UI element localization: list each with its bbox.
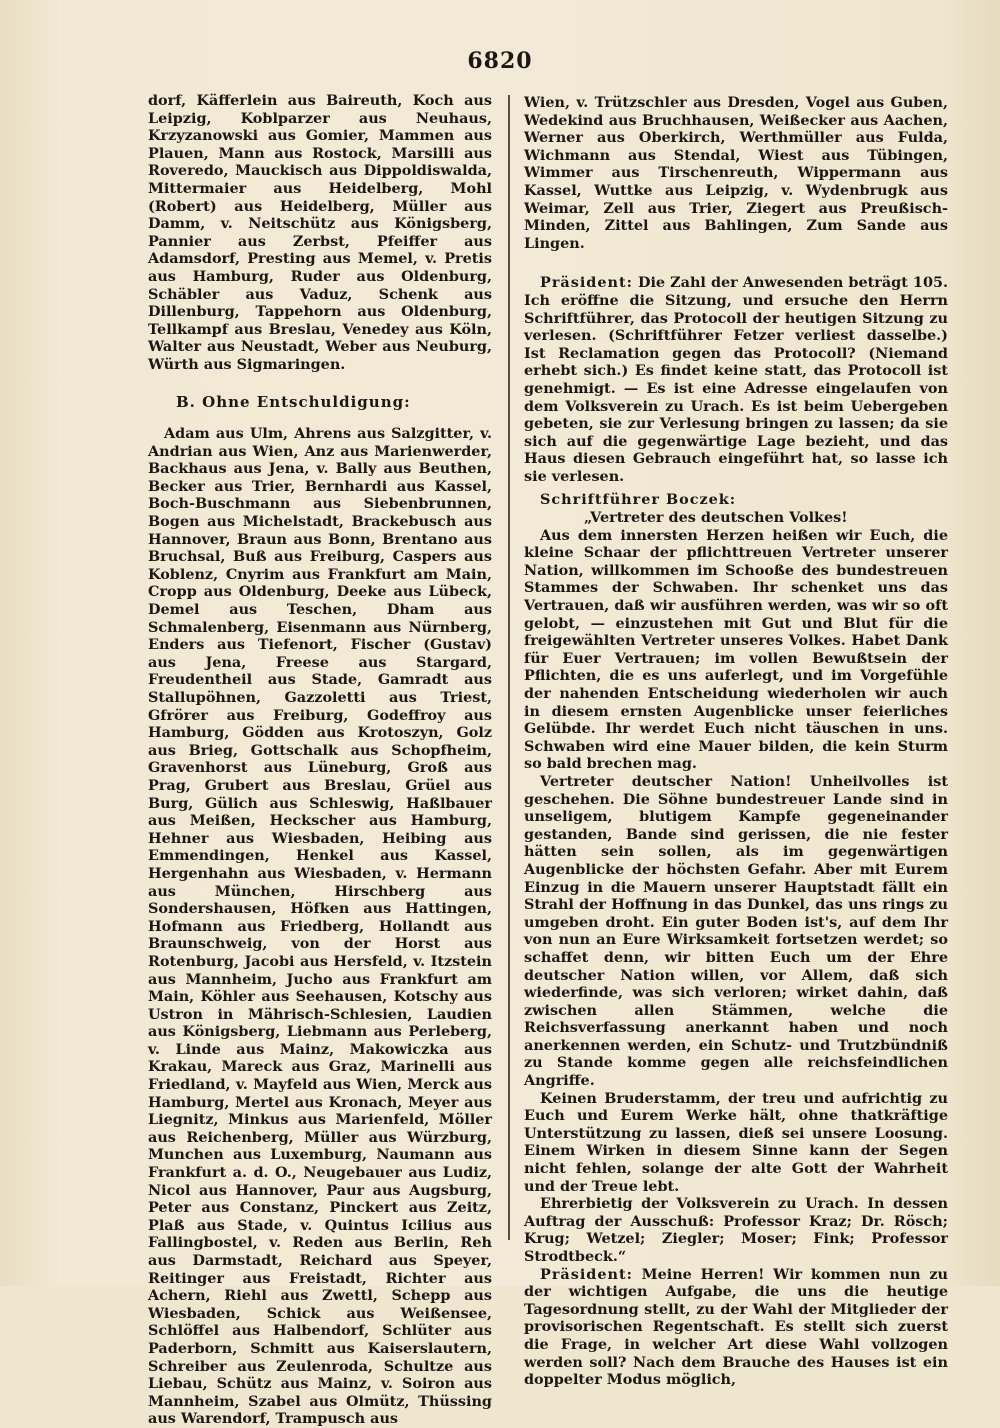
absentee-list-unexcused: Adam aus Ulm, Ahrens aus Salzgitter, v. Andrian aus Wien, Anz aus Marienwerder, Backhaus aus Jena, v. Bally aus Beuthen, Becker aus Trier, Bernhardi aus Kassel, Boch-Buschmann aus Siebenbrunnen, Bogen aus Michelstadt, Brackebusch aus Hannover, Braun aus Bonn, Brentano aus Bruchsal, Buß aus Freiburg, Caspers aus Koblenz, Cnyrim aus Frankfurt am Main, Cropp aus Oldenburg, Deeke aus Lübeck, Demel aus Teschen, Dham aus Schmalenberg, Eisenmann aus Nürnberg, Enders aus Tiefenort, Fischer (Gustav) aus Jena, Freese aus Stargard, Freudentheil aus Stade, Gamradt aus Stallupöhnen, Gazzoletti aus Triest, Gfrörer aus Freiburg, Godeffroy aus Hamburg, Gödden aus Krotoszyn, Golz aus Brieg, Gottschalk aus Schopfheim, Gravenhorst aus Lüneburg, Groß aus Prag, Grubert aus Breslau, Grüel aus Burg, Gülich aus Schleswig, Haßlbauer aus Meißen, Heckscher aus Hamburg, Hehner aus Wiesbaden, Heibing aus Emmendingen, Henkel aus Kassel, Hergenhahn aus Wiesbaden, v. Hermann aus München, Hirschberg aus Sondershausen, Höfken aus Hattingen, Hofmann aus Friedberg, Hollandt aus Braunschweig, von der Horst aus Rotenburg, Jacobi aus Hersfeld, v. Itzstein aus Mannheim, Jucho aus Frankfurt am Main, Köhler aus Seehausen, Kotschy aus Ustron in Mährisch-Schlesien, Laudien aus Königsberg, Liebmann aus Perleberg, v. Linde aus Mainz, Makowiczka aus Krakau, Mareck aus Graz, Marinelli aus Friedland, v. Mayfeld aus Wien, Merck aus Hamburg, Mertel aus Kronach, Meyer aus Liegnitz, Minkus aus Marienfeld, Möller aus Reichenberg, Müller aus Würzburg, Munchen aus Luxemburg, Naumann aus Frankfurt a. d. O., Neugebauer aus Ludiz, Nicol aus Hannover, Paur aus Augsburg, Peter aus Constanz, Pinckert aus Zeitz, Plaß aus Stade, v. Quintus Icilius aus Fallingbostel, v. Reden aus Berlin, Reh aus Darmstadt, Reichard aus Speyer, Reitinger aus Freistadt, Richter aus Achern, Riehl aus Zwettl, Schepp aus Wiesbaden, Schick aus Weißensee, Schlöffel aus Halbendorf, Schlüter aus Paderborn, Schmitt aus Kaiserslautern, Schreiber aus Zeulenroda, Schultze aus Liebau, Schütz aus Mainz, v. Soiron aus Mannheim, Szabel aus Olmütz, Thüssing aus Warendorf, Trampusch aus bbox=[148, 425, 492, 1428]
absentee-list-excused: dorf, Käfferlein aus Baireuth, Koch aus Leipzig, Koblparzer aus Neuhaus, Krzyzanowski aus Gomier, Mammen aus Plauen, Mann aus Rostock, Marsilli aus Roveredo, Mauckisch aus Dippoldiswalda, Mittermaier aus Heidelberg, Mohl (Robert) aus Heidelberg, Müller aus Damm, v. Neitschütz aus Königsberg, Pannier aus Zerbst, Pfeiffer aus Adamsdorf, Presting aus Memel, v. Pretis aus Hamburg, Ruder aus Oldenburg, Schäbler aus Vaduz, Schenk aus Dillenburg, Tappehorn aus Oldenburg, Tellkampf aus Breslau, Venedey aus Köln, Walter aus Neustadt, Weber aus Neuburg, Würth aus Sigmaringen. bbox=[148, 92, 492, 373]
column-divider bbox=[508, 95, 510, 1240]
speaker-president: Präsident: bbox=[540, 274, 633, 292]
president-statement-2-text: Meine Herren! Wir kommen nun zu der wichtigen Aufgabe, die uns die heutige Tagesordnung stellt, zu der Wahl der Mitglieder der provisorischen Regentschaft. Es stellt sich zuerst die Frage, in welcher Art diese Wahl vollzogen werden soll? Nach dem Brauche des Hauses ist ein doppelter Modus möglich, bbox=[524, 1265, 948, 1389]
spacer bbox=[524, 252, 948, 274]
address-signature: Ehrerbietig der Volksverein zu Urach. In dessen Auftrag der Ausschuß: Professor Kraz; Dr. Rösch; Krug; Wetzel; Ziegler; Moser; Fink; Professor Strodtbeck.“ bbox=[524, 1195, 948, 1265]
address-salutation: „Vertreter des deutschen Volkes! bbox=[584, 509, 848, 527]
right-column bbox=[524, 94, 948, 1389]
address-paragraph-3: Keinen Bruderstamm, der treu und aufrichtig zu Euch und Eurem Werke hält, ohne thatkräftige Unterstützung zu lassen, dieß sei unsere Loosung. Einem Wirken in diesem Sinne kann der Segen nicht fehlen, solange der alte Gott der Wahrheit und der Treue lebt. bbox=[524, 1089, 948, 1195]
president-statement-2 bbox=[524, 1266, 948, 1389]
speaker-president-2: Präsident: bbox=[540, 1265, 633, 1283]
speaker-secretary: Schriftführer Boczek: bbox=[540, 491, 737, 509]
address-paragraph-1: Aus dem innersten Herzen heißen wir Euch, die kleine Schaar der pflichttreuen Vertreter unserer Nation, willkommen im Schooße des bundestreuen Stammes der Schwaben. Ihr schenket uns das Vertrauen, daß wir ausführen werden, was wir so oft gelobt, — einzustehen mit Gut und Blut für die freigewählten Vertreter unseres Volkes. Habet Dank für Euer Vertrauen; im vollen Bewußtsein der Pflichten, die es uns auferlegt, und im Vorgefühle der nahenden Entscheidung wiederholen wir auch in diesem ernsten Augenblicke unser feierliches Gelübde. Ihr werdet Euch nicht täuschen in uns. Schwaben wird eine Mauer bilden, die kein Sturm so bald brechen mag. bbox=[524, 526, 948, 773]
left-column bbox=[148, 92, 492, 1428]
president-statement bbox=[524, 274, 948, 485]
president-statement-text: Die Zahl der Anwesenden beträgt 105. Ich eröffne die Sitzung, und ersuche den Herrn Schriftführer, das Protocoll der heutigen Sitzung zu verlesen. (Schriftführer Fetzer verliest dasselbe.) Ist Reclamation gegen das Protocoll? (Niemand erhebt sich.) Es findet keine statt, das Protocoll ist genehmigt. — Es ist eine Adresse eingelaufen von dem Volksverein zu Urach. Es ist beim Uebergeben gebeten, sie zur Verlesung bringen zu lassen; da sie sich auf die gegenwärtige Lage bezieht, und das Haus diesen Gebrauch eingeführt hat, so lasse ich sie verlesen. bbox=[524, 274, 948, 485]
secretary-heading bbox=[524, 491, 948, 509]
absentee-list-continued: Wien, v. Trützschler aus Dresden, Vogel aus Guben, Wedekind aus Bruchhausen, Weißecker aus Aachen, Werner aus Oberkirch, Werthmüller aus Fulda, Wichmann aus Stendal, Wiest aus Tübingen, Wimmer aus Tirschenreuth, Wippermann aus Kassel, Wuttke aus Leipzig, v. Wydenbrugk aus Weimar, Zell aus Trier, Ziegert aus Preußisch-Minden, Zittel aus Bahlingen, Zum Sande aus Lingen. bbox=[524, 94, 948, 252]
section-heading-unexcused: B. Ohne Entschuldigung: bbox=[176, 392, 411, 411]
address-paragraph-2: Vertreter deutscher Nation! Unheilvolles ist geschehen. Die Söhne bundestreuer Lande sind in unseligem, blutigem Kampfe gegeneinander gestanden, Bande sind gerissen, die nie fester hätten sein sollen, als im gegenwärtigen Augenblicke der höchsten Gefahr. Aber mit Eurem Einzug in die Mauern unserer Hauptstadt fällt ein Strahl der Hoffnung in das Dunkel, das uns rings zu umgeben droht. Ein guter Boden ist's, auf dem Ihr von nun an Eure Wirksamkeit fortsetzen werdet; so schaffet denn, wir bitten Euch um der Ehre deutscher Nation willen, vor Allem, daß sich wiederfinde, was sich verloren; wirket dahin, daß zwischen allen Stämmen, welche die Reichsverfassung anerkannt haben und noch anerkennen werden, ein Schutz- und Trutzbündniß zu Stande komme gegen alle reichsfeindlichen Angriffe. bbox=[524, 772, 948, 1090]
page-number: 6820 bbox=[467, 48, 533, 74]
